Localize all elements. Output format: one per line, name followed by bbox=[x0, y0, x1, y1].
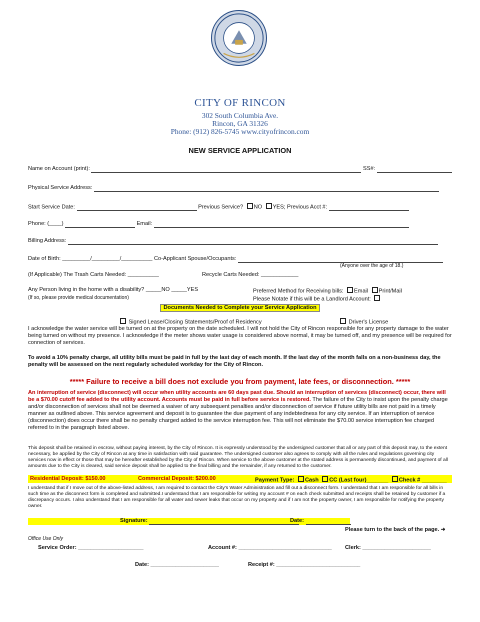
clerk-field[interactable]: Clerk: ______________________ bbox=[345, 545, 431, 551]
signature-date-row bbox=[290, 518, 351, 525]
deposit-paragraph: This deposit shall be retained in escrow, without paying interest, by the City of Rincon. It is expressly understood by the undersigned customer that all or any part of this deposit may, to the extent necessary, be applied by the City of Rincon at any time in satisfaction with said guarantee. The undersigned customer also agrees to comply with all the rules and regulations governing city services now in effect or those that may be hereafter established by the City of Rincon. When service to the above customer at the stated address is permanently discontinued, and payment of all amounts due to the City is cleared, said service deposit shall be applied to the final billing and the remainder, if any returned to the customer. bbox=[28, 446, 448, 470]
license-checkbox[interactable] bbox=[340, 318, 346, 324]
disability-note: (If so, please provide medical documentation) bbox=[28, 295, 129, 301]
city-seal-logo bbox=[211, 10, 267, 66]
cc-checkbox[interactable] bbox=[322, 476, 328, 482]
physical-address-field[interactable] bbox=[94, 186, 439, 192]
back-page-note-text: Please turn to the back of the page. bbox=[345, 527, 440, 533]
signature-label: Signature: bbox=[120, 518, 148, 524]
billing-address-label: Billing Address: bbox=[28, 238, 67, 244]
age-note: (Anyone over the age of 18.) bbox=[340, 263, 404, 269]
previous-no-label: NO bbox=[253, 204, 263, 211]
address-line-2: Rincon, GA 31326 bbox=[212, 119, 268, 128]
start-service-row bbox=[28, 203, 452, 211]
residential-deposit: Residential Deposit: $150.00 bbox=[30, 476, 106, 482]
dob-label[interactable]: Date of Birth: _________/_________/__________ bbox=[28, 256, 153, 262]
name-field[interactable] bbox=[91, 167, 361, 173]
previous-yes-checkbox[interactable] bbox=[266, 203, 272, 209]
billing-address-row bbox=[28, 238, 452, 245]
physical-address-label: Physical Service Address: bbox=[28, 185, 93, 191]
signature-date-label: Date: bbox=[290, 518, 304, 524]
receipt-number-field[interactable]: Receipt #: ___________________________ bbox=[248, 562, 361, 568]
start-date-label: Start Service Date: bbox=[28, 204, 75, 211]
documents-heading-wrap bbox=[0, 305, 480, 312]
phone-email-row bbox=[28, 221, 452, 228]
co-applicant-label: Co-Applicant Spouse/Occupants: bbox=[153, 256, 237, 262]
landlord-row bbox=[253, 295, 381, 303]
move-off-paragraph: I understand that if I move out of the above-listed address, I am required to contact the City's Water Administration and fill out a disconnect form. I understand that I am responsible for all bills in such time as the disconnect form is completed and submitted.I understand that I am responsible for writing my account # on each check submitted and receipts shall be retained by customer if a discrepancy occurs. I also understand that I am responsible for all water and sewer leaks that occur on my property and if I am not the property owner, I am responsible for notifying the property owner. bbox=[28, 486, 446, 510]
cash-checkbox[interactable] bbox=[298, 476, 304, 482]
check-label: Check # ________ bbox=[398, 477, 447, 484]
lease-checkbox[interactable] bbox=[120, 318, 126, 324]
name-label: Name on Account (print): bbox=[28, 166, 90, 172]
signature-field[interactable] bbox=[149, 519, 299, 525]
dob-row bbox=[28, 256, 452, 263]
ssn-label: SS#: bbox=[363, 166, 376, 172]
arrow-right-icon: ➜ bbox=[440, 527, 446, 533]
commercial-deposit: Commercial Deposit: $200.00 bbox=[138, 476, 216, 482]
email-method-checkbox[interactable] bbox=[347, 287, 353, 293]
cc-label: CC (Last four)_______ bbox=[329, 477, 389, 484]
service-order-field[interactable]: Service Order: _____________________ bbox=[38, 545, 144, 551]
account-number-field[interactable]: Account #: ______________________________ bbox=[208, 545, 332, 551]
carts-row bbox=[28, 272, 452, 279]
phone-label: Phone: (____) bbox=[28, 221, 64, 227]
acknowledge-paragraph: I acknowledge the water service will be turned on at the property on the date scheduled. I will not hold the City of Rincon responsible for any property damage to the water being turned on without my presence. I acknowledge if the meter shows water usage is considered above normal, it may be turned off, and my presence will be required for connection of services. bbox=[28, 326, 452, 346]
landlord-checkbox[interactable] bbox=[374, 295, 380, 301]
office-date-field[interactable]: Date: ______________________ bbox=[135, 562, 219, 568]
interruption-text: The failure of the City to insist upon the penalty charge and/or disconnection of services shall not be deemed a waiver of any subsequent penalties and/or disconnection of service if future utility bills are not paid in a timely manner as outlined above. This service agreement and deposit is to guarantee the due payment of any indebtedness for any city service. If an interruption of service (disconnection) does occur there shall be no penalty charged added to the service interruption fee. This will not eliminate the $70.00 service interruption fee charged referred to in the paragraph listed above. bbox=[28, 396, 448, 431]
lease-label: Signed Lease/Closing Statements/Proof of Residency bbox=[128, 319, 262, 326]
license-label: Driver's License bbox=[348, 319, 389, 326]
print-mail-label: Print/Mail bbox=[378, 288, 402, 295]
cash-label: Cash bbox=[304, 477, 319, 484]
phone-field[interactable] bbox=[65, 222, 135, 228]
address-line-1: 302 South Columbia Ave. bbox=[201, 111, 279, 120]
form-title: NEW SERVICE APPLICATION bbox=[188, 146, 292, 155]
previous-acct-field[interactable] bbox=[329, 205, 409, 211]
email-method-label: Email bbox=[354, 288, 369, 295]
interruption-red-text: An interruption of service (disconnect) will occur when utility accounts are 60 days past due. Should an interruption of services (disconnect) occur, there will be a $70.00 cutoff fee added to the utility account. Accounts must be paid in full before service is restored. bbox=[28, 390, 446, 403]
documents-heading: Documents Needed to Complete your Service Application bbox=[160, 304, 319, 312]
trash-carts-label[interactable]: (If Applicable) The Trash Carts Needed: __________ bbox=[28, 272, 159, 278]
start-date-field[interactable] bbox=[77, 205, 197, 211]
email-field[interactable] bbox=[154, 222, 409, 228]
previous-yes-label: YES; Previous Acct #: bbox=[272, 204, 328, 211]
physical-address-row bbox=[28, 185, 452, 192]
disability-question[interactable]: Any Person living in the home with a disability? _____NO _____YES bbox=[28, 287, 199, 293]
office-use-heading: Office Use Only bbox=[28, 536, 64, 542]
ssn-field[interactable] bbox=[377, 167, 452, 173]
landlord-label: Please Notate if this will be a Landlord Account: bbox=[253, 296, 371, 303]
signature-row bbox=[120, 518, 299, 525]
email-label: Email: bbox=[136, 221, 153, 227]
back-page-note bbox=[345, 527, 445, 534]
failure-notice: ***** Failure to receive a bill does not exclude you from payment, late fees, or disconnection. ***** bbox=[69, 377, 411, 386]
city-name: CITY OF RINCON bbox=[194, 97, 286, 109]
previous-service-label: Previous Service? bbox=[198, 204, 244, 211]
payment-type-row bbox=[255, 476, 447, 484]
penalty-paragraph: To avoid a 10% penalty charge, all utility bills must be paid in full by the last day of each month. If the last day of the month falls on a non-business day, the penalty will be assessed on the next regularly scheduled workday for the City of Rincon. bbox=[28, 355, 441, 368]
payment-type-label: Payment Type: bbox=[255, 477, 295, 484]
recycle-carts-label[interactable]: Recycle Carts Needed: ____________ bbox=[201, 272, 299, 278]
check-checkbox[interactable] bbox=[392, 476, 398, 482]
preferred-method-label: Preferred Method for Receiving bills: bbox=[253, 288, 344, 295]
previous-no-checkbox[interactable] bbox=[247, 203, 253, 209]
phone-website: Phone: (912) 826-5745 www.cityofrincon.com bbox=[170, 127, 310, 136]
name-row bbox=[28, 166, 452, 173]
print-mail-checkbox[interactable] bbox=[372, 287, 378, 293]
interruption-paragraph bbox=[28, 390, 452, 432]
signature-date-field[interactable] bbox=[306, 519, 351, 525]
billing-address-field[interactable] bbox=[68, 239, 438, 245]
